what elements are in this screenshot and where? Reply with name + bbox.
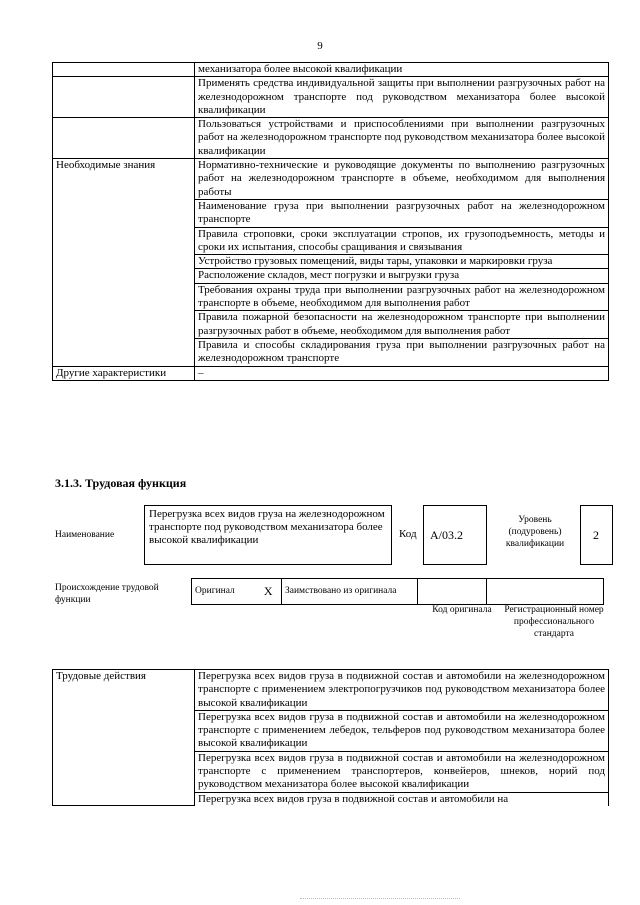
row-text: Перегрузка всех видов груза в подвижной состав и автомобили на [195, 792, 609, 806]
reg-number-caption: Регистрационный номер профессионального стандарта [504, 605, 604, 639]
row-text: Наименование груза при выполнении разгрузочных работ на железнодорожном транспорте [195, 199, 609, 227]
section-title: 3.1.3. Трудовая функция [55, 476, 187, 490]
borrowed-label: Заимствовано из оригинала [282, 579, 418, 605]
level-label: Уровень (подуровень) квалификации [505, 515, 565, 549]
page-bottom-artifact [300, 898, 460, 899]
row-text: Расположение складов, мест погрузки и выгрузки груза [195, 269, 609, 283]
function-name-box [144, 505, 392, 565]
code-label: Код [399, 528, 417, 540]
origin-label: Происхождение трудовой функции [55, 583, 159, 605]
row-label-required-knowledge: Необходимые знания [53, 159, 195, 366]
function-name-value: Перегрузка всех видов груза на железнодорожном транспорте под руководством механизатора более высокой квалификации [149, 508, 385, 546]
row-text: Перегрузка всех видов груза в подвижной состав и автомобили на железнодорожном транспорте с применением электропогрузчиков под руководством механизатора более высокой квалификации [195, 670, 609, 711]
origin-table [191, 578, 604, 605]
row-text: Правила и способы складирования груза при выполнении разгрузочных работ на железнодорожном транспорте [195, 338, 609, 366]
level-box [580, 505, 613, 565]
original-mark: X [256, 579, 282, 605]
code-box [423, 505, 487, 565]
row-label-labor-actions: Трудовые действия [53, 670, 195, 806]
row-label [53, 118, 195, 159]
level-value: 2 [593, 528, 599, 542]
row-text: – [195, 366, 609, 380]
row-text: Перегрузка всех видов груза в подвижной состав и автомобили на железнодорожном транспорте с применением лебедок, тельферов под руководством механизатора более высокой квалификации [195, 710, 609, 751]
row-label [53, 77, 195, 118]
row-label-other: Другие характеристики [53, 366, 195, 380]
row-text: механизатора более высокой квалификации [195, 63, 609, 77]
row-label [53, 63, 195, 77]
page-number: 9 [317, 40, 323, 52]
code-value: А/03.2 [430, 528, 463, 542]
name-label: Наименование [55, 530, 115, 540]
table-row [53, 63, 609, 77]
row-text: Правила строповки, сроки эксплуатации стропов, их грузоподъемность, методы и сроки их испытания, способы сращивания и связывания [195, 227, 609, 255]
original-code-cell [418, 579, 487, 605]
row-text: Правила пожарной безопасности на железнодорожном транспорте при выполнении разгрузочных работ в объеме, необходимом для выполнения работ [195, 311, 609, 339]
table-row [53, 77, 609, 118]
row-text: Перегрузка всех видов груза в подвижной состав и автомобили на железнодорожном транспорте с применением транспортеров, конвейеров, шнеков, норий под руководством механизатора более высокой квалификации [195, 751, 609, 792]
labor-actions-table [52, 669, 609, 806]
table-row [53, 366, 609, 380]
table-row [53, 118, 609, 159]
original-label: Оригинал [192, 579, 256, 605]
row-text: Применять средства индивидуальной защиты при выполнении разгрузочных работ на железнодорожном транспорте под руководством механизатора более высокой квалификации [195, 77, 609, 118]
row-text: Устройство грузовых помещений, виды тары, упаковки и маркировки груза [195, 255, 609, 269]
table-row [53, 159, 609, 200]
row-text: Требования охраны труда при выполнении разгрузочных работ на железнодорожном транспорте в объеме, необходимом для выполнения работ [195, 283, 609, 311]
knowledge-skills-table [52, 62, 609, 381]
reg-number-cell [487, 579, 604, 605]
table-row [53, 670, 609, 711]
row-text: Пользоваться устройствами и приспособлениями при выполнении разгрузочных работ на железнодорожном транспорте под руководством механизатора более высокой квалификации [195, 118, 609, 159]
row-text: Нормативно-технические и руководящие документы по выполнению разгрузочных работ на железнодорожном транспорте в объеме, необходимом для выполнения работы [195, 159, 609, 200]
original-code-caption: Код оригинала [432, 605, 492, 615]
